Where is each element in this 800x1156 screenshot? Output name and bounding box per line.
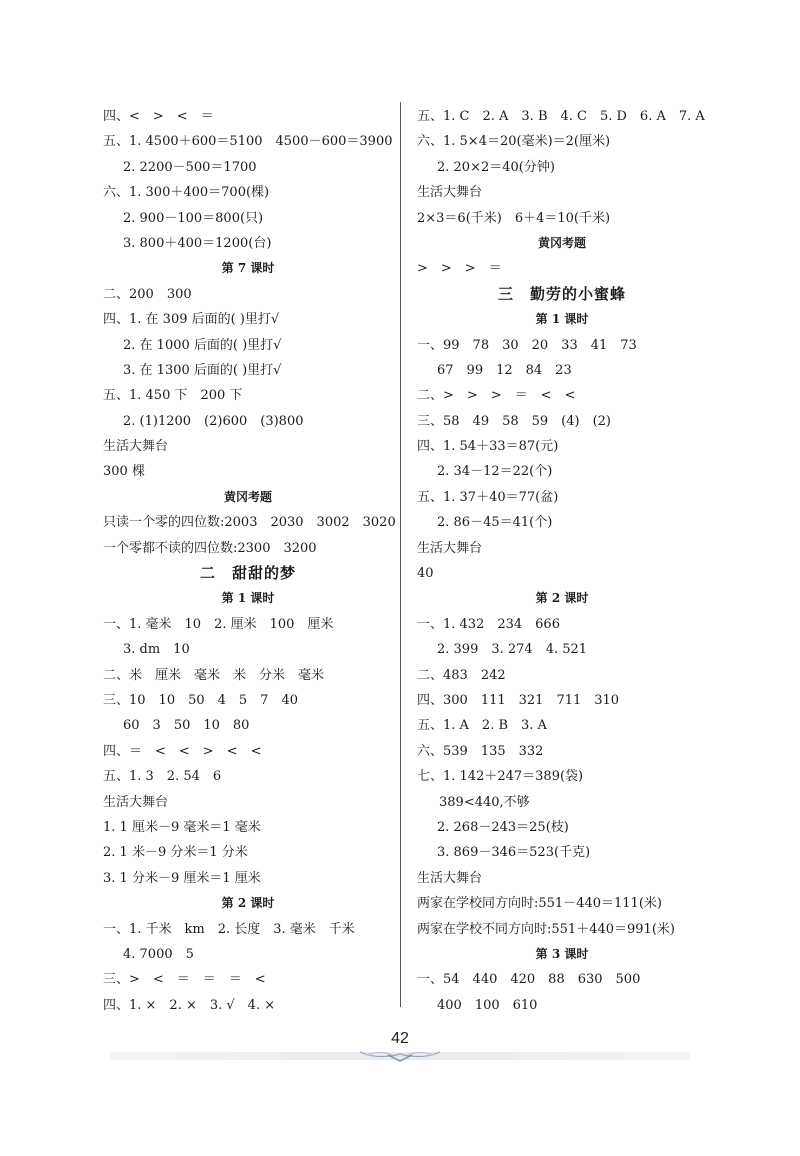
- lesson-heading: 第 2 课时: [535, 591, 589, 606]
- section-label: 生活大舞台: [417, 540, 483, 556]
- section-label: 生活大舞台: [417, 185, 483, 201]
- answer-line: 2. 在 1000 后面的( )里打√: [123, 337, 282, 353]
- answer-line: 4. 7000 5: [123, 946, 194, 962]
- answer-line: 一、54 440 420 88 630 500: [417, 972, 641, 988]
- answer-line: 2. 34－12＝22(个): [437, 464, 553, 480]
- exam-heading: 黄冈考题: [223, 489, 272, 504]
- answer-line: 2. 86－45＝41(个): [437, 515, 553, 531]
- answer-line: > > > ＝: [417, 261, 502, 277]
- answer-line: 三、> < ＝ ＝ ＝ <: [103, 972, 266, 988]
- answer-line: 3. 1 分米－9 厘米＝1 厘米: [103, 870, 261, 886]
- answer-line: 一、1. 毫米 10 2. 厘米 100 厘米: [103, 616, 334, 632]
- answer-line: 67 99 12 84 23: [437, 362, 572, 378]
- section-label: 生活大舞台: [417, 870, 483, 886]
- left-column: [103, 104, 396, 1018]
- answer-line: 2. 2200－500＝1700: [123, 159, 257, 175]
- unit-title: 二 甜甜的梦: [199, 564, 296, 583]
- answer-line: 五、1. 37＋40＝77(盆): [417, 489, 559, 505]
- answer-line: 六、1. 5×4＝20(毫米)＝2(厘米): [417, 134, 611, 150]
- lesson-heading: 第 2 课时: [221, 896, 275, 911]
- answer-line: 40: [417, 566, 434, 582]
- answer-line: 二、米 厘米 毫米 米 分米 毫米: [103, 667, 325, 683]
- answer-line: 三、58 49 58 59 (4) (2): [417, 413, 611, 429]
- answer-line: 1. 1 厘米－9 毫米＝1 毫米: [103, 819, 261, 835]
- section-label: 生活大舞台: [103, 439, 169, 455]
- answer-line: 一、1. 千米 km 2. 长度 3. 毫米 千米: [103, 921, 355, 937]
- answer-line: 四、300 111 321 711 310: [417, 692, 620, 708]
- answer-line: 只读一个零的四位数:2003 2030 3002 3020: [103, 515, 396, 531]
- page-number: 42: [391, 1030, 409, 1047]
- answer-line: 3. dm 10: [123, 642, 190, 658]
- answer-line: 五、1. C 2. A 3. B 4. C 5. D 6. A 7. A: [417, 109, 705, 124]
- answer-line: 三、10 10 50 4 5 7 40: [103, 692, 298, 708]
- answer-line: 四、1. × 2. × 3. √ 4. ×: [103, 997, 276, 1013]
- answer-line: 四、＝ < < > < <: [103, 743, 262, 759]
- lesson-heading: 第 3 课时: [535, 946, 589, 961]
- page-footer: [110, 1030, 690, 1066]
- answer-line: 2. 1 米－9 分米＝1 分米: [103, 845, 248, 861]
- answer-line: 2. (1)1200 (2)600 (3)800: [123, 413, 304, 429]
- column-divider: [400, 102, 401, 1007]
- answer-line: 2. 399 3. 274 4. 521: [437, 642, 588, 658]
- answer-line: 四、< > < ＝: [103, 109, 214, 124]
- answer-line: 400 100 610: [437, 997, 538, 1013]
- answer-line: 四、1. 在 309 后面的( )里打√: [103, 312, 280, 328]
- answer-line: 一、1. 432 234 666: [417, 616, 560, 632]
- answer-line: 四、1. 54＋33＝87(元): [417, 439, 559, 455]
- answer-line: 六、539 135 332: [417, 743, 544, 759]
- answer-line: 2. 20×2＝40(分钟): [437, 159, 555, 175]
- answer-line: 五、1. 4500＋600＝5100 4500－600＝3900: [103, 134, 393, 150]
- answer-line: 3. 800＋400＝1200(台): [123, 235, 272, 251]
- answer-line: 两家在学校同方向时:551－440＝111(米): [417, 896, 662, 912]
- section-label: 生活大舞台: [103, 794, 169, 810]
- answer-line: 五、1. 3 2. 54 6: [103, 769, 222, 785]
- answer-line: 3. 869－346＝523(千克): [437, 845, 591, 861]
- answer-line: 二、483 242: [417, 667, 506, 683]
- answer-line: 300 棵: [103, 464, 145, 480]
- exam-heading: 黄冈考题: [537, 235, 586, 250]
- answer-line: 一、99 78 30 20 33 41 73: [417, 337, 637, 353]
- answer-line: 五、1. A 2. B 3. A: [417, 718, 547, 734]
- answer-line: 2×3＝6(千米) 6＋4＝10(千米): [417, 210, 611, 226]
- answer-line: 六、1. 300＋400＝700(棵): [103, 185, 270, 201]
- answer-line: 389<440,不够: [439, 794, 530, 810]
- lesson-heading: 第 1 课时: [221, 591, 275, 606]
- answer-line: 二、> > > ＝ < <: [417, 388, 576, 404]
- answer-line: 一个零都不读的四位数:2300 3200: [103, 540, 317, 556]
- answer-line: 五、1. 450 下 200 下: [103, 388, 243, 404]
- right-column: [417, 104, 707, 1018]
- answer-line: 2. 268－243＝25(枝): [437, 819, 569, 835]
- answer-line: 2. 900－100＝800(只): [123, 210, 264, 226]
- answer-line: 3. 在 1300 后面的( )里打√: [123, 362, 282, 378]
- answer-line: 七、1. 142＋247＝389(袋): [417, 769, 584, 785]
- unit-title: 三 勤劳的小蜜蜂: [497, 284, 626, 303]
- ornament-icon: [358, 1046, 442, 1062]
- lesson-heading: 第 1 课时: [535, 312, 589, 327]
- answer-line: 二、200 300: [103, 286, 192, 302]
- answer-line: 60 3 50 10 80: [123, 718, 250, 734]
- lesson-heading: 第 7 课时: [221, 261, 275, 276]
- answer-line: 两家在学校不同方向时:551＋440＝991(米): [417, 921, 675, 937]
